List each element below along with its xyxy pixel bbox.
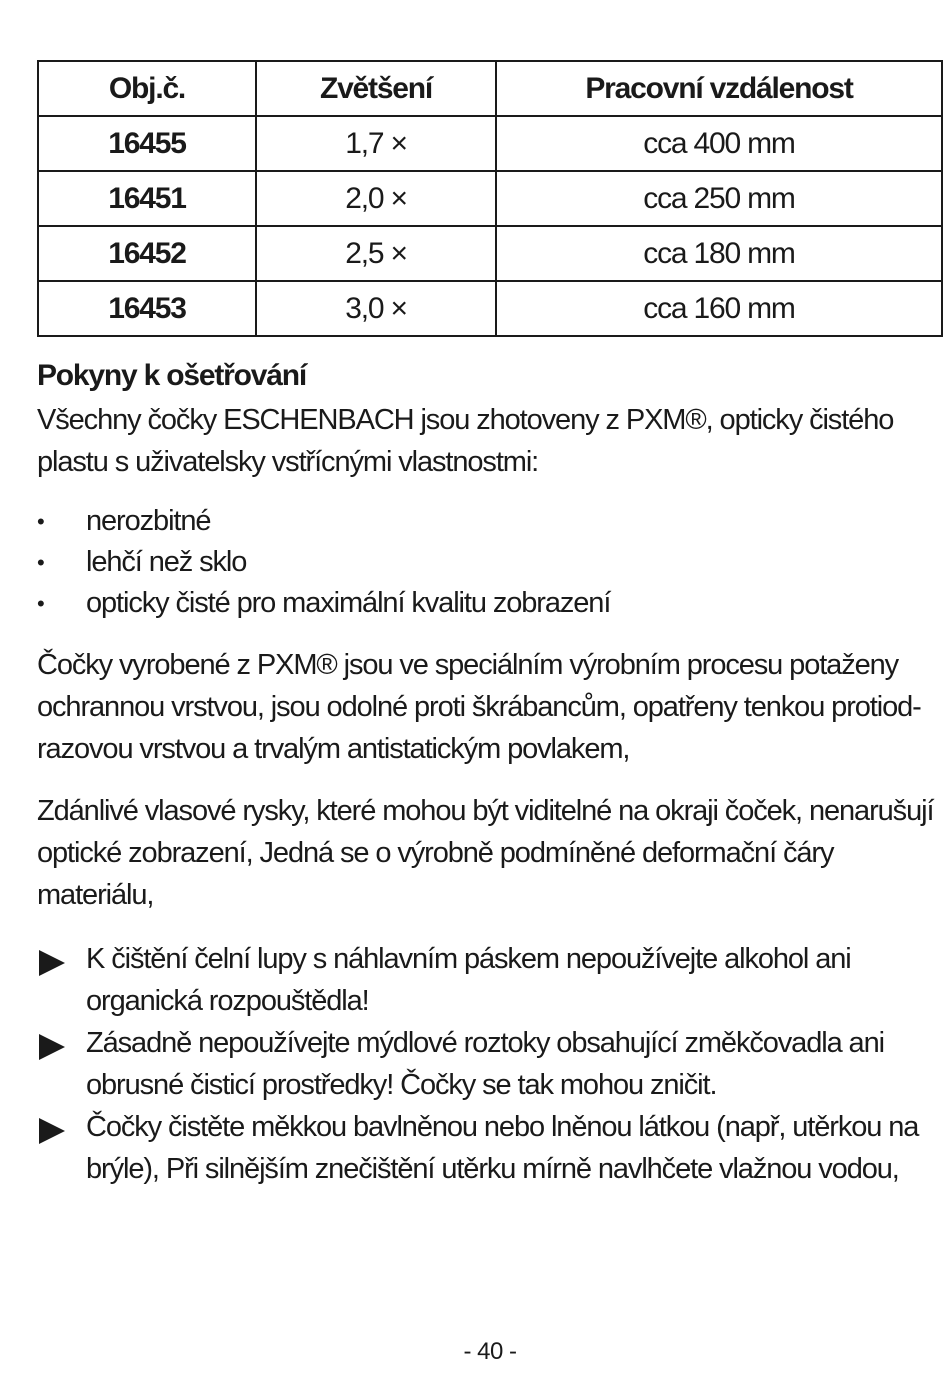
order-number-cell: 16451 xyxy=(38,171,256,226)
table-row xyxy=(38,171,942,226)
triangle-arrow-icon xyxy=(39,1118,65,1144)
instruction-text: Zásadně nepoužívejte mýdlové roztoky obsahující změkčovadla ani obrusné čisticí prostředky! Čočky se tak mohou zničit. xyxy=(86,1027,884,1101)
order-number-cell: 16455 xyxy=(38,116,256,171)
distance-cell: cca 250 mm xyxy=(496,171,942,226)
table-header-row xyxy=(38,61,942,116)
instructions-list xyxy=(37,938,941,1190)
order-number-cell: 16453 xyxy=(38,281,256,336)
distance-cell: cca 180 mm xyxy=(496,226,942,281)
coating-paragraph: Čočky vyrobené z PXM® jsou ve speciálním výrobním procesu potaženy ochrannou vrstvou, jsou odolné proti škrábancům, opatřeny tenkou protiodrazovou vrstvou a trvalým antistatickým povlakem, xyxy=(37,649,922,765)
magnification-cell: 2,5 × xyxy=(256,226,496,281)
care-intro-paragraph: Všechny čočky ESCHENBACH jsou zhotoveny z PXM®, opticky čistého plastu s uživatelsky vstřícnými vlastnostmi: xyxy=(37,404,894,478)
list-item xyxy=(37,1106,941,1190)
header-working-distance: Pracovní vzdálenost xyxy=(496,61,942,116)
distance-cell: cca 400 mm xyxy=(496,116,942,171)
magnification-cell: 3,0 × xyxy=(256,281,496,336)
bullet-icon: • xyxy=(37,509,44,534)
hairline-paragraph: Zdánlivé vlasové rysky, které mohou být viditelné na okraji čoček, nenarušují optické zobrazení, Jedná se o výrobně podmíněné deformační čáry materiálu, xyxy=(37,795,934,911)
instruction-text: Čočky čistěte měkkou bavlněnou nebo lněnou látkou (např, utěrkou na brýle), Při silnějším znečištění utěrku mírně navlhčete vlažnou vodou, xyxy=(86,1111,919,1185)
list-item xyxy=(37,542,941,583)
list-item xyxy=(37,938,941,1022)
list-item-text: lehčí než sklo xyxy=(86,546,247,578)
magnification-cell: 1,7 × xyxy=(256,116,496,171)
table-row xyxy=(38,226,942,281)
bullet-icon: • xyxy=(37,550,44,575)
bullet-icon: • xyxy=(37,591,44,616)
care-heading: Pokyny k ošetřování xyxy=(37,359,306,392)
header-order-number: Obj.č. xyxy=(38,61,256,116)
list-item xyxy=(37,1022,941,1106)
list-item-text: opticky čisté pro maximální kvalitu zobrazení xyxy=(86,587,611,619)
instruction-text: K čištění čelní lupy s náhlavním páskem nepoužívejte alkohol ani organická rozpouštědla! xyxy=(86,943,851,1017)
list-item-text: nerozbitné xyxy=(86,505,211,537)
magnification-cell: 2,0 × xyxy=(256,171,496,226)
properties-list xyxy=(37,501,941,624)
page-number: - 40 - xyxy=(463,1338,517,1365)
triangle-arrow-icon xyxy=(39,950,65,976)
header-magnification: Zvětšení xyxy=(256,61,496,116)
list-item xyxy=(37,583,941,624)
order-number-cell: 16452 xyxy=(38,226,256,281)
specs-table xyxy=(37,60,943,337)
table-row xyxy=(38,116,942,171)
table-row xyxy=(38,281,942,336)
distance-cell: cca 160 mm xyxy=(496,281,942,336)
triangle-arrow-icon xyxy=(39,1034,65,1060)
list-item xyxy=(37,501,941,542)
document-page xyxy=(37,60,941,1190)
